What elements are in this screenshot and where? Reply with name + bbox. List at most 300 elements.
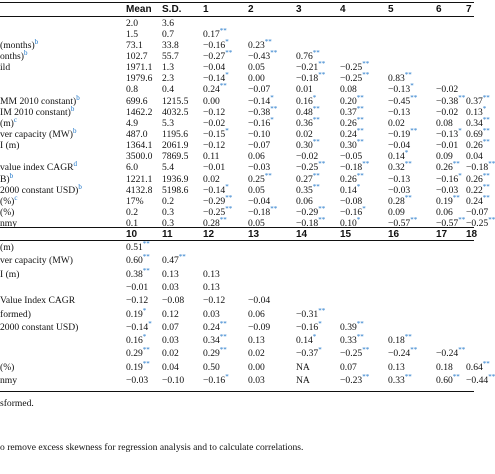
top-cell: −0.25** [340, 71, 370, 85]
significance-marker: ** [362, 59, 370, 68]
bottom-cell: −0.10 [162, 375, 185, 386]
bottom-cell: −0.03 [126, 375, 149, 386]
bottom-cell: 0.02 [162, 348, 179, 360]
top-cell: 1221.1 [126, 173, 153, 185]
top-cell: −0.16* [340, 204, 366, 219]
top-cell: 4.9 [126, 117, 138, 129]
top-cell: 0.37** [466, 93, 490, 107]
row-label-text: (%) [0, 361, 15, 373]
bottom-cell: 0.16* [126, 332, 147, 347]
bottom-row-label [0, 242, 14, 253]
top-cell: 0.19** [436, 193, 460, 207]
row-label-text: IM 2010 constant) [0, 106, 71, 118]
top-cell: 0.34** [466, 115, 490, 129]
top-cell: −0.07 [466, 207, 489, 219]
significance-marker: ** [142, 253, 150, 262]
significance-marker: ** [482, 193, 490, 202]
top-cell: 55.7 [162, 50, 179, 62]
top-cell: −0.18** [296, 71, 326, 85]
top-cell: 0.22** [466, 182, 490, 196]
top-cell: −0.15* [203, 126, 229, 140]
top-cell: 0.09 [436, 151, 453, 163]
top-cell: −0.12 [203, 106, 226, 118]
significance-marker: ** [482, 115, 490, 124]
bottom-cell: −0.23** [340, 372, 370, 386]
bottom-row-label [0, 295, 75, 306]
bottom-cell: −0.09 [248, 321, 271, 333]
top-cell: 0.30** [340, 137, 364, 152]
top-cell: 0.3 [162, 207, 174, 219]
bottom-cell: NA [296, 375, 310, 386]
top-cell: −0.25** [296, 160, 326, 174]
top-cell: 0.23** [248, 37, 272, 51]
top-cell: −0.16* [436, 171, 462, 185]
significance-marker: ** [270, 48, 278, 57]
significance-marker: * [270, 93, 274, 102]
bottom-header-col-3: 13 [248, 229, 260, 240]
significance-marker: ** [356, 104, 364, 113]
bottom-cell: −0.24** [388, 346, 418, 360]
significance-marker: ** [219, 319, 227, 328]
bottom-cell: 0.07 [340, 361, 357, 373]
top-row-label [0, 115, 17, 129]
bottom-cell: −0.12 [126, 295, 149, 307]
significance-marker: ** [410, 126, 418, 135]
top-cell: −0.01 [436, 140, 459, 152]
significance-marker: * [225, 372, 229, 381]
row-label-text: ild [0, 62, 11, 74]
top-cell: 1462.2 [126, 106, 153, 118]
significance-marker: ** [404, 160, 412, 169]
bottom-cell: 0.03 [248, 375, 265, 386]
significance-marker: ** [482, 182, 490, 191]
top-cell: −0.57** [436, 216, 466, 230]
top-cell: 0.2 [126, 207, 138, 219]
significance-marker: ** [356, 126, 364, 135]
significance-marker: ** [362, 160, 370, 169]
row-label-text: MM 2010 constant) [0, 95, 77, 107]
top-cell: 0.00 [248, 73, 265, 85]
significance-marker: ** [219, 26, 227, 35]
bottom-cell: −0.04 [248, 295, 271, 307]
significance-marker: * [458, 171, 462, 180]
top-cell: 1979.6 [126, 73, 153, 85]
top-cell: 0.05 [248, 62, 265, 74]
bottom-cell: 0.06 [248, 308, 265, 320]
significance-marker: ** [312, 104, 320, 113]
top-cell: −0.12 [203, 140, 226, 152]
significance-marker: ** [318, 160, 326, 169]
significance-marker: ** [410, 216, 418, 224]
significance-marker: ** [452, 372, 460, 381]
bottom-header-col-1: 11 [162, 229, 173, 240]
bottom-header-col-8: 18 [466, 229, 478, 240]
row-label-footnote: d [73, 160, 78, 169]
top-cell: 0.26** [436, 160, 460, 174]
significance-marker: * [404, 149, 409, 158]
top-cell: −0.13 [388, 106, 411, 118]
significance-marker: ** [264, 37, 272, 46]
header-rule-top [0, 16, 474, 17]
bottom-cell: 0.24** [203, 319, 227, 333]
top-cell: −0.16* [203, 37, 229, 51]
significance-marker: * [362, 204, 366, 213]
significance-marker: ** [318, 204, 326, 213]
significance-marker: ** [270, 204, 278, 213]
bottom-cell: 0.19* [126, 306, 147, 320]
top-header-col-2: 1 [203, 4, 209, 15]
top-cell: 0.24** [466, 193, 490, 207]
top-header-col-7: 6 [436, 4, 442, 15]
bottom-row-label [0, 255, 73, 266]
bottom-cell: 0.13 [248, 335, 265, 347]
top-cell: −0.04 [248, 195, 271, 207]
top-cell: 17% [126, 195, 144, 207]
significance-marker: * [312, 332, 317, 341]
significance-marker: ** [225, 204, 233, 213]
top-row-label [0, 62, 10, 73]
top-header-col-4: 3 [296, 4, 302, 15]
significance-marker: ** [356, 137, 364, 146]
top-cell: 0.09 [388, 207, 405, 219]
top-cell: 0.24** [340, 126, 364, 140]
row-label-footnote: b [78, 182, 82, 191]
significance-marker: ** [312, 182, 320, 191]
top-header-col-3: 2 [248, 4, 254, 15]
bottom-cell: 0.51** [126, 239, 150, 253]
bottom-cell: −0.01 [126, 281, 149, 293]
top-cell: 2061.9 [162, 140, 189, 152]
bottom-cell: 0.13 [203, 268, 220, 280]
top-cell: 0.28** [203, 216, 227, 230]
significance-marker: * [225, 71, 229, 80]
significance-marker: ** [482, 171, 490, 180]
row-label-text: value index CAGR [0, 162, 74, 174]
significance-marker: * [356, 182, 361, 191]
row-label-text: Value Index CAGR [0, 295, 76, 307]
significance-marker: ** [142, 266, 150, 275]
top-cell: 0.05 [248, 184, 265, 196]
top-cell: −0.38** [248, 104, 278, 118]
top-cell: 0.17** [203, 26, 227, 40]
top-cell: −0.27** [203, 48, 233, 62]
significance-marker: * [318, 319, 322, 328]
significance-marker: ** [404, 193, 412, 202]
significance-marker: ** [142, 239, 150, 248]
top-cell: 0.26** [466, 171, 490, 185]
top-cell: 2.0 [126, 17, 138, 29]
top-cell: −0.57** [388, 216, 418, 230]
top-header-col-6: 5 [388, 4, 394, 15]
significance-marker: ** [312, 171, 320, 180]
top-cell: −0.03 [248, 162, 271, 174]
top-cell: −0.14* [248, 93, 274, 107]
significance-marker: * [270, 115, 274, 124]
top-cell: 0.05 [248, 218, 265, 230]
top-cell: −0.21** [296, 59, 326, 74]
top-cell: 0.30** [296, 137, 320, 152]
top-cell: 0.08 [340, 84, 357, 96]
significance-marker: ** [482, 126, 490, 135]
bottom-cell: 0.03 [162, 281, 179, 293]
bottom-header-col-4: 14 [296, 229, 308, 240]
top-cell: 0.36** [296, 115, 320, 129]
top-row-label [0, 126, 77, 140]
significance-marker: ** [404, 332, 412, 341]
top-cell: −0.04 [203, 62, 226, 74]
bottom-cell: −0.16* [203, 372, 229, 386]
top-row-label [0, 93, 80, 107]
significance-marker: * [458, 126, 462, 135]
table-top-rule [0, 2, 474, 3]
top-cell: −0.07 [248, 84, 271, 96]
top-cell: 1.5 [126, 28, 138, 40]
top-row-label [0, 37, 39, 51]
bottom-cell: 0.03 [203, 308, 220, 320]
row-label-text: (m) [0, 117, 14, 129]
significance-marker: ** [356, 332, 364, 341]
significance-marker: ** [362, 372, 370, 381]
top-row-label [0, 193, 18, 207]
top-cell: −0.18** [466, 160, 495, 174]
section-rule-2 [0, 240, 474, 241]
significance-marker: ** [264, 171, 272, 180]
top-cell: 0.48** [296, 104, 320, 118]
row-label-text: onths) [0, 50, 24, 62]
bottom-row-label [0, 309, 31, 320]
top-row-label [0, 171, 14, 185]
significance-marker: ** [219, 82, 227, 91]
bottom-cell: 0.02 [248, 348, 265, 360]
top-cell: 0.1 [126, 218, 138, 230]
bottom-header-col-7: 17 [436, 229, 448, 240]
bottom-cell: 0.64** [466, 359, 490, 373]
bottom-cell: −0.37* [296, 346, 322, 360]
table-note-1: sformed. [0, 398, 34, 409]
bottom-header-col-5: 15 [340, 229, 352, 240]
significance-marker: ** [482, 359, 490, 368]
top-row-label [0, 218, 17, 229]
top-cell: −0.03 [388, 184, 411, 196]
significance-marker: ** [488, 372, 495, 381]
bottom-row-label [0, 322, 78, 333]
significance-marker: ** [488, 160, 495, 169]
table-note-2: o remove excess skewness for regression analysis and to calculate correlations. [0, 442, 304, 453]
top-cell: 2.3 [162, 73, 174, 85]
top-cell: −0.45** [388, 93, 418, 107]
significance-marker: ** [488, 216, 495, 224]
bottom-cell: 0.13 [162, 268, 179, 280]
top-row-label [0, 48, 28, 62]
top-cell: 6.0 [126, 162, 138, 174]
bottom-cell: 0.60** [436, 372, 460, 386]
top-cell: 0.06 [436, 207, 453, 219]
row-label-text: (%) [0, 207, 15, 219]
top-cell: 0.2 [162, 195, 174, 207]
top-cell: 0.4 [162, 84, 174, 96]
top-cell: 0.06 [248, 151, 265, 163]
top-cell: 0.14* [388, 149, 409, 163]
top-cell: 487.0 [126, 129, 148, 140]
bottom-cell: NA [296, 361, 310, 373]
table-bottom-rule [0, 391, 474, 392]
bottom-cell: 0.29** [203, 346, 227, 360]
top-cell: 0.26** [466, 137, 490, 152]
top-cell: 0.11 [203, 151, 220, 163]
top-cell: −0.25** [340, 59, 370, 74]
bottom-cell: 0.12 [162, 308, 179, 320]
significance-marker: ** [318, 59, 326, 68]
bottom-cell: 0.47** [162, 253, 186, 267]
top-row-label [0, 140, 19, 151]
top-cell: −0.03 [436, 184, 459, 196]
bottom-cell: −0.08 [162, 295, 185, 307]
top-cell: −0.08 [340, 195, 363, 207]
bottom-cell: 0.00 [248, 361, 265, 373]
top-cell: 0.26** [340, 115, 364, 129]
row-label-text: (m) [0, 242, 14, 253]
row-label-text: nmy [0, 375, 18, 386]
top-cell: 0.01 [296, 84, 313, 96]
top-cell: 0.3 [162, 218, 174, 230]
top-cell: 0.08 [436, 117, 453, 129]
significance-marker: ** [458, 93, 466, 102]
top-cell: 0.06 [296, 195, 313, 207]
bottom-row-label [0, 362, 14, 373]
significance-marker: ** [312, 48, 320, 57]
bottom-cell: −0.25** [340, 346, 370, 360]
significance-marker: * [410, 82, 414, 91]
bottom-cell: 0.13 [388, 361, 405, 373]
top-cell: 0.04 [466, 151, 483, 163]
significance-marker: * [318, 346, 322, 355]
significance-marker: ** [356, 93, 364, 102]
significance-marker: ** [225, 48, 233, 57]
top-cell: −0.18** [340, 160, 370, 174]
bottom-header-col-6: 16 [388, 229, 400, 240]
top-cell: 0.25** [248, 171, 272, 185]
top-cell: −0.05 [340, 151, 363, 163]
significance-marker: ** [219, 216, 227, 224]
significance-marker: ** [178, 253, 186, 262]
top-cell: 0.02 [296, 129, 313, 140]
significance-marker: ** [404, 71, 412, 80]
top-cell: 0.32** [388, 160, 412, 174]
top-cell: 7869.5 [162, 151, 189, 163]
significance-marker: ** [312, 115, 320, 124]
top-cell: 0.35** [296, 182, 320, 196]
significance-marker: ** [318, 71, 326, 80]
significance-marker: ** [482, 93, 490, 102]
top-cell: 0.02 [388, 117, 405, 129]
significance-marker: * [225, 182, 229, 191]
row-label-footnote: b [72, 126, 77, 135]
row-label-footnote: b [34, 37, 39, 46]
bottom-header-col-0: 10 [126, 229, 138, 240]
top-cell: 0.28** [388, 193, 412, 207]
top-cell: 0.26** [340, 171, 364, 185]
top-cell: −0.43** [248, 48, 278, 62]
row-label-text: nmy [0, 218, 18, 230]
bottom-cell: 0.13 [203, 281, 220, 293]
top-cell: 0.69** [466, 126, 490, 140]
bottom-cell: −0.44** [466, 372, 495, 386]
top-cell: 1971.1 [126, 62, 153, 74]
top-row-label [0, 182, 82, 196]
top-cell: −0.18** [248, 204, 278, 219]
significance-marker: * [312, 93, 317, 102]
bottom-cell: −0.14* [126, 319, 152, 333]
significance-marker: * [225, 126, 229, 135]
significance-marker: ** [362, 71, 370, 80]
significance-marker: ** [362, 346, 370, 355]
significance-marker: ** [318, 306, 326, 315]
top-cell: −0.13* [436, 126, 462, 140]
top-cell: −0.10 [248, 129, 271, 140]
row-label-text: ver capacity (MW) [0, 129, 73, 140]
bottom-header-col-2: 12 [203, 229, 215, 240]
significance-marker: * [356, 216, 361, 224]
significance-marker: ** [356, 115, 364, 124]
bottom-cell: 0.03 [162, 335, 179, 347]
significance-marker: ** [452, 193, 460, 202]
bottom-cell: −0.16* [296, 319, 322, 333]
top-cell: 5.4 [162, 162, 174, 174]
bottom-cell: 0.14* [296, 332, 317, 347]
top-cell: 73.1 [126, 39, 143, 51]
top-cell: 0.8 [126, 84, 138, 96]
top-cell: 4032.5 [162, 106, 189, 118]
top-cell: −0.14* [203, 71, 229, 85]
bottom-cell: 0.18** [388, 332, 412, 347]
bottom-cell: −0.12 [203, 295, 226, 307]
top-cell: −0.38** [436, 93, 466, 107]
top-cell: 1936.9 [162, 173, 189, 185]
top-cell: 1195.6 [162, 129, 189, 140]
significance-marker: ** [312, 137, 320, 146]
significance-marker: ** [410, 346, 418, 355]
significance-marker: ** [458, 216, 466, 224]
bottom-cell: 0.39** [340, 319, 364, 333]
top-cell: 0.83** [388, 71, 412, 85]
row-label-footnote: b [76, 93, 80, 102]
significance-marker: * [142, 332, 147, 341]
top-cell: −0.25** [466, 216, 495, 230]
top-cell: −0.01 [203, 162, 226, 174]
row-label-footnote: b [23, 48, 28, 57]
top-header-col-1: S.D. [162, 4, 182, 15]
bottom-cell: 0.04 [162, 361, 179, 373]
significance-marker: ** [142, 359, 150, 368]
row-label-text: (months) [0, 39, 35, 51]
top-row-label [0, 104, 75, 118]
top-cell: −0.29** [296, 204, 326, 219]
row-label-text: I (m) [0, 140, 20, 152]
significance-marker: ** [225, 193, 233, 202]
top-cell: −0.13* [388, 82, 414, 96]
top-cell: −0.19** [388, 126, 418, 140]
top-cell: −0.13 [388, 173, 411, 185]
top-cell: 4132.8 [126, 184, 153, 196]
top-cell: 0.00 [203, 95, 220, 107]
top-cell: 5.3 [162, 117, 174, 129]
top-cell: 0.37** [340, 104, 364, 118]
row-label-text: ver capacity (MW) [0, 255, 73, 267]
row-label-footnote: b [9, 171, 14, 180]
bottom-cell: 0.29** [126, 346, 150, 360]
top-cell: 0.02 [203, 173, 220, 185]
row-label-footnote: c [14, 193, 18, 202]
